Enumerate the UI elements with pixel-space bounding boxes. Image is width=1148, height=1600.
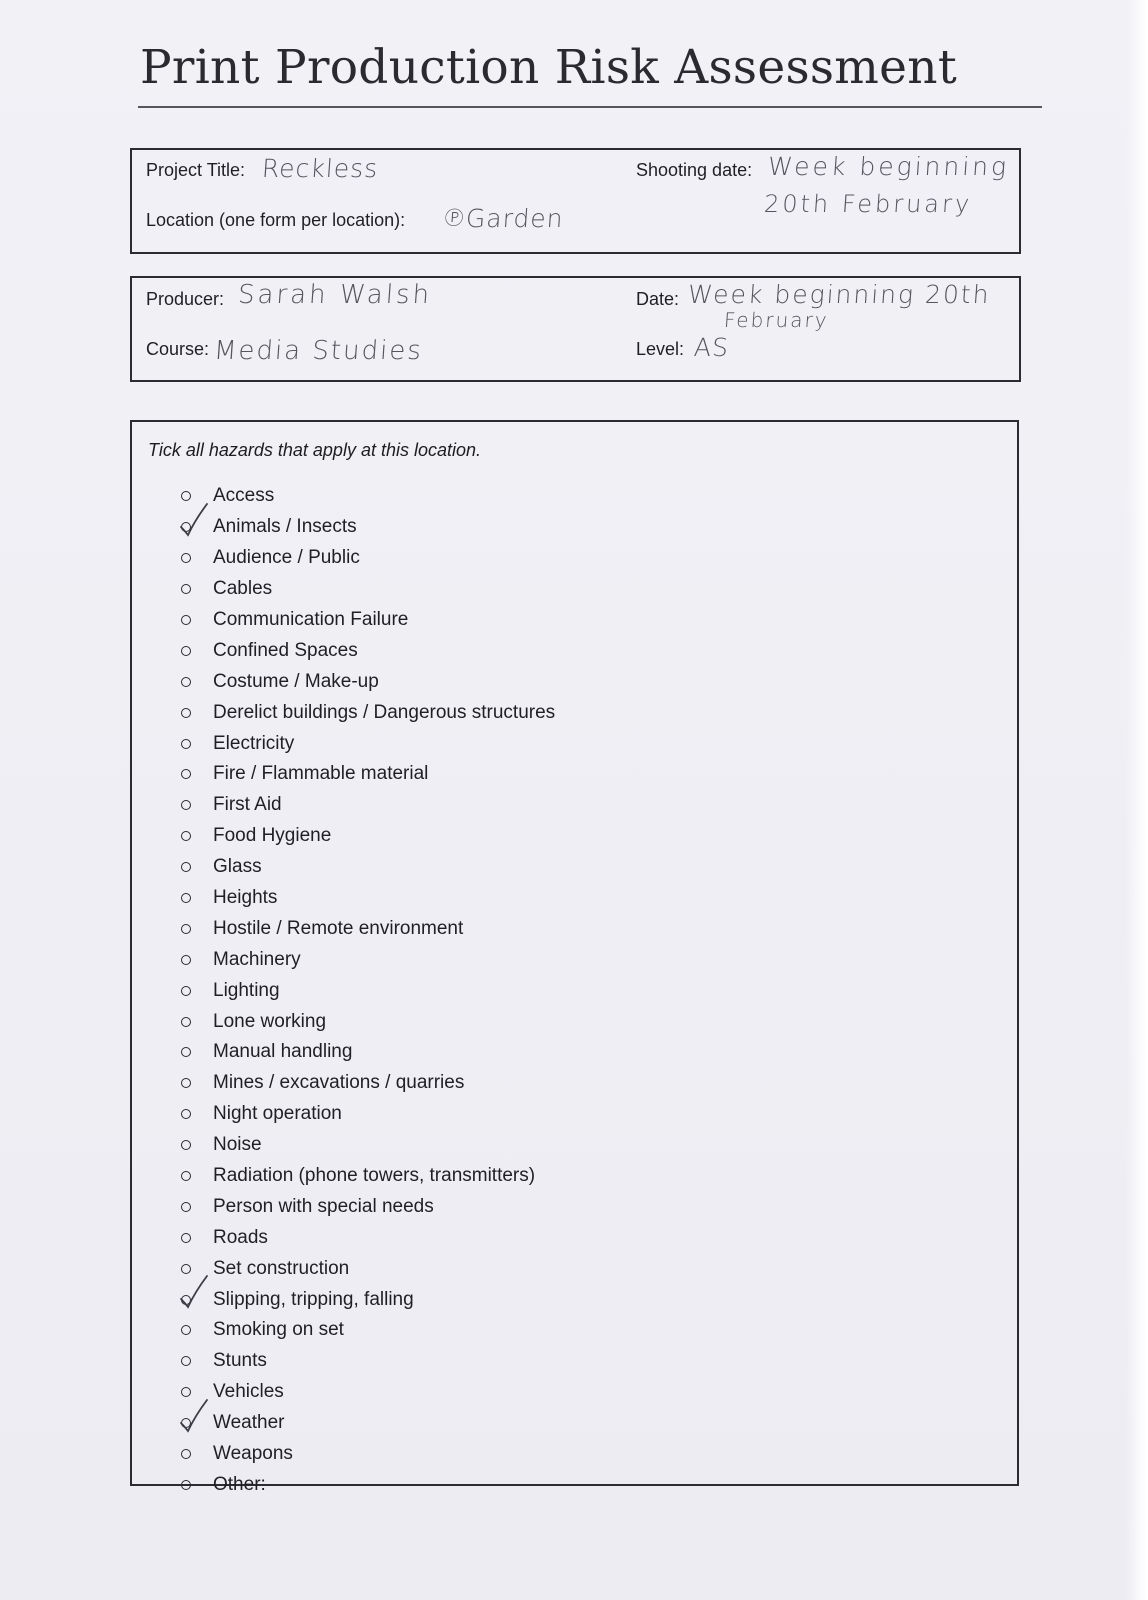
hazard-label: Radiation (phone towers, transmitters) — [213, 1165, 536, 1187]
hazard-item[interactable] — [178, 1037, 555, 1068]
checkbox-circle[interactable] — [181, 584, 191, 594]
checkbox-circle[interactable] — [181, 491, 191, 501]
hazard-label: Roads — [213, 1226, 268, 1248]
hazard-item[interactable] — [178, 481, 555, 512]
checkbox-circle[interactable] — [181, 1047, 191, 1057]
hazard-item[interactable] — [178, 1099, 555, 1130]
hazard-label: Audience / Public — [213, 547, 360, 569]
checkbox-circle[interactable] — [181, 677, 191, 687]
hazard-item[interactable] — [178, 1315, 555, 1346]
hazard-label: Glass — [213, 856, 262, 878]
hazard-item[interactable] — [178, 1130, 555, 1161]
page-title: Print Production Risk Assessment — [140, 40, 958, 95]
hazard-item[interactable] — [178, 1222, 555, 1253]
hazard-label: Animals / Insects — [213, 516, 357, 538]
hazard-item[interactable] — [178, 1346, 555, 1377]
hazard-item[interactable] — [178, 1006, 555, 1037]
hazard-label: Communication Failure — [213, 609, 409, 630]
hazard-item[interactable] — [178, 1470, 555, 1501]
hazard-item[interactable] — [178, 635, 555, 666]
course-value[interactable]: Media Studies — [212, 336, 424, 366]
hazard-item[interactable] — [178, 1161, 555, 1192]
hazard-item[interactable] — [178, 852, 555, 883]
checkbox-circle[interactable] — [181, 924, 191, 934]
hazards-instruction: Tick all hazards that apply at this location. — [148, 440, 482, 460]
page-edge — [1126, 0, 1148, 1600]
checkbox-circle[interactable] — [181, 986, 191, 996]
shooting-date-label: Shooting date: — [636, 160, 753, 180]
location-label: Location (one form per location): — [146, 210, 406, 230]
level-value[interactable]: AS — [692, 333, 730, 362]
hazard-label: Heights — [213, 887, 278, 909]
hazard-label: Food Hygiene — [213, 825, 332, 847]
hazard-label: Night operation — [213, 1103, 342, 1125]
hazard-label: Manual handling — [213, 1041, 353, 1063]
checkbox-circle[interactable] — [181, 553, 191, 563]
checkbox-circle-ticked[interactable] — [181, 1418, 191, 1428]
hazard-label: Access — [213, 485, 275, 507]
hazard-label: Confined Spaces — [213, 639, 358, 661]
checkbox-circle[interactable] — [181, 615, 191, 625]
checkbox-circle[interactable] — [181, 1078, 191, 1088]
producer-label: Producer: — [146, 289, 225, 309]
hazard-label: Weapons — [213, 1443, 293, 1465]
hazard-label: First Aid — [213, 794, 282, 816]
checkbox-circle[interactable] — [181, 831, 191, 841]
location-value[interactable]: Garden — [464, 204, 565, 233]
hazard-label: Vehicles — [213, 1381, 284, 1403]
hazard-item[interactable] — [178, 512, 555, 543]
hazard-item[interactable] — [178, 1068, 555, 1099]
hazard-label: Fire / Flammable material — [213, 763, 429, 785]
date-value-line1[interactable]: Week beginning 20th — [686, 280, 992, 309]
hazard-item[interactable] — [178, 913, 555, 944]
checkbox-circle[interactable] — [181, 1387, 191, 1397]
checkbox-circle[interactable] — [181, 708, 191, 718]
checkbox-circle[interactable] — [181, 955, 191, 965]
hazard-label: Set construction — [213, 1257, 350, 1279]
hazard-item[interactable] — [178, 1377, 555, 1408]
hazard-label: Lone working — [213, 1010, 327, 1032]
checkbox-circle[interactable] — [181, 646, 191, 656]
checkbox-circle[interactable] — [181, 1480, 191, 1490]
hazard-item[interactable] — [178, 759, 555, 790]
hazard-item[interactable] — [178, 574, 555, 605]
hazard-label: Noise — [213, 1134, 262, 1156]
level-label: Level: — [636, 339, 685, 359]
shooting-date-value-line1[interactable]: Week beginning — [766, 152, 1011, 181]
checkbox-circle[interactable] — [181, 1325, 191, 1335]
project-title-value[interactable]: Reckless — [260, 154, 380, 183]
checkbox-circle[interactable] — [181, 1171, 191, 1181]
hazard-label: Machinery — [213, 948, 301, 970]
shooting-date-value-line2[interactable]: 20th February — [763, 190, 974, 218]
checkbox-circle[interactable] — [181, 769, 191, 779]
hazard-item[interactable] — [178, 883, 555, 914]
title-underline — [138, 106, 1042, 108]
hazard-label: Stunts — [213, 1350, 267, 1372]
hazard-item[interactable] — [178, 543, 555, 574]
course-label: Course: — [146, 339, 210, 359]
checkbox-circle[interactable] — [181, 1202, 191, 1212]
hazard-label: Person with special needs — [213, 1195, 434, 1217]
hazard-label: Derelict buildings / Dangerous structures — [213, 701, 556, 723]
checkbox-circle[interactable] — [181, 893, 191, 903]
checkbox-circle[interactable] — [181, 1109, 191, 1119]
hazard-label: Hostile / Remote environment — [213, 917, 464, 939]
hazard-item[interactable] — [178, 1439, 555, 1470]
hazard-item[interactable] — [178, 1253, 555, 1284]
hazard-item[interactable] — [178, 790, 555, 821]
producer-value[interactable]: Sarah Walsh — [236, 280, 434, 310]
hazard-label: Mines / excavations / quarries — [213, 1072, 465, 1094]
checkbox-circle[interactable] — [181, 739, 191, 749]
hazard-label: Costume / Make-up — [213, 670, 379, 692]
checkbox-circle[interactable] — [181, 1449, 191, 1459]
hazard-checklist — [178, 481, 555, 1500]
project-title-label: Project Title: — [146, 160, 246, 180]
hazard-label: Slipping, tripping, falling — [213, 1288, 414, 1310]
hazard-label: Cables — [213, 578, 273, 600]
hazard-item[interactable] — [178, 821, 555, 852]
hazard-item[interactable] — [178, 944, 555, 975]
date-label: Date: — [636, 289, 680, 309]
hazard-item[interactable] — [178, 1284, 555, 1315]
checkbox-circle[interactable] — [181, 800, 191, 810]
hazard-item[interactable] — [178, 728, 555, 759]
hazard-item[interactable] — [178, 1191, 555, 1222]
hazard-item[interactable] — [178, 666, 555, 697]
checkbox-circle[interactable] — [181, 1140, 191, 1150]
checkbox-circle[interactable] — [181, 1356, 191, 1366]
hazard-label: Other: — [213, 1473, 266, 1495]
hazard-item[interactable] — [178, 697, 555, 728]
checkbox-circle[interactable] — [181, 1017, 191, 1027]
checkbox-circle[interactable] — [181, 1233, 191, 1243]
hazard-label: Electricity — [213, 732, 295, 754]
hazard-label: Lighting — [213, 979, 280, 1001]
hazard-item[interactable] — [178, 975, 555, 1006]
hazard-label: Weather — [213, 1412, 285, 1434]
hazard-label: Smoking on set — [213, 1319, 344, 1341]
hazard-item[interactable] — [178, 1408, 555, 1439]
hazard-item[interactable] — [178, 605, 555, 636]
location-strikeout-mark: ℗ — [441, 204, 468, 232]
checkbox-circle-ticked[interactable] — [181, 522, 191, 532]
date-value-line2[interactable]: February — [723, 308, 830, 332]
checkbox-circle-ticked[interactable] — [181, 1295, 191, 1305]
checkbox-circle[interactable] — [181, 862, 191, 872]
checkbox-circle[interactable] — [181, 1264, 191, 1274]
